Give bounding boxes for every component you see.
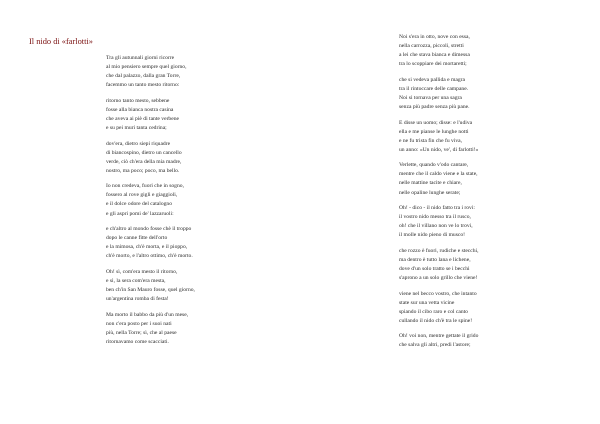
poem-title: Il nido di «farlotti» [29,37,93,46]
stanza [106,182,286,218]
verse-line: Noi si tornava per una sagra [399,94,462,101]
verse-line: Oh! voi non, mentre gettate il grido [399,333,479,340]
verse-line: al mio pensiero sempre quel giorno, [106,64,187,71]
verse-line: e ne fu trista fin che fu viva, [399,137,463,144]
verse-line: e gli aspri pomi de' lazzaruoli: [106,210,174,217]
verse-line: ella e me pianse le lunghe notti [399,128,469,135]
verse-line: oh! che il villano non ve lo trovi, [399,223,473,230]
stanza [399,119,589,155]
right-page [300,0,600,424]
verse-line: viene nel becco vostro, che intanto [399,290,477,297]
verse-line: fossero al rove gigli e giaggioli, [106,192,178,199]
verse-line: Io non credeva, fuori che in sogno, [106,183,184,190]
verse-line: verde, ciò ch'era della mia madre, [106,158,182,165]
verse-line: il vostro nido messo tra il rusco, [399,214,471,221]
verse-line: senza più padre senza più pane. [399,104,470,111]
stanza [106,268,286,304]
verse-line: s'aprono a un solo grillo che viene! [399,275,478,282]
verse-line: che si vedeva pallida e magra [399,76,466,83]
verse-line: che rozzo è fuori, rudiche e stecchi, [399,247,479,254]
poem-text-left-column [106,54,286,353]
verse-line: un'argentina romba di festa! [106,296,169,303]
stanza [399,290,589,326]
verse-line: spiando il cibo raro e col canto [399,308,468,315]
poem-text-right-column [399,33,589,357]
verse-line: ritorno tanto mesto, sebbene [106,97,170,104]
verse-line: Verlette, quando v'odo cantare, [399,162,469,169]
stanza [399,33,589,69]
verse-line: ch'è morto, e l'altro ottimo, ch'è morto. [106,253,193,260]
stanza [399,161,589,197]
verse-line: dopo le canne fitte dell'orto [106,235,168,242]
verse-line: e sì, la sera com'era mesta, [106,277,166,284]
stanza [106,54,286,90]
stanza [399,332,589,350]
verse-line: che dal palazzo, dalla gran Torre, [106,73,181,80]
verse-line: Tra gli autunnali giorni ricorre [106,55,175,61]
verse-line: non c'era posto per i suoi nati [106,320,172,327]
verse-line: cullando il nido ch'è tra le spine! [399,317,473,324]
verse-line: nelle mattine tacite e chiare, [399,180,462,187]
verse-line: tra lo scoppiare dei mortaretti; [399,61,467,68]
verse-line: E disse un uomo; disse: e l'udiva [399,119,473,126]
verse-line: e su pei muri tanta cedrina; [106,125,167,132]
verse-line: il molle nido pieno di musco! [399,232,466,239]
stanza [399,76,589,112]
verse-line: Oh! - dico - il nido fatto tra i rovi: [399,205,475,212]
verse-line: dove d'un solo tratto se i becchi [399,266,470,273]
stanza [106,140,286,176]
verse-line: di biancospino, dietro un cancello [106,149,182,156]
verse-line: facemmo un tanto mesto ritorno: [106,82,180,89]
verse-line: nella carrozza, piccoli, stretti [399,43,464,50]
verse-line: ritornavamo come scacciati. [106,338,169,345]
verse-line: a lei che stava bianca e dimessa [399,52,470,59]
verse-line: state sur una vetta vicine [399,299,455,306]
verse-line: nelle opaline lunghe serate; [399,189,461,196]
verse-line: nostro, ma poco; poco, ma bello. [106,167,180,174]
verse-line: Oh! sì, com'era mesto il ritorno, [106,268,178,275]
verse-line: mentre che il caldo viene e la state, [399,171,478,178]
stanza [399,247,589,283]
stanza [399,204,589,240]
verse-line: Ma morto il babbo da più d'un mese, [106,311,189,318]
verse-line: e la mimosa, ch'è morta, e il pioppo, [106,244,188,251]
verse-line: e il dolce odore del catalogno [106,201,173,208]
verse-line: Noi s'era in otto, nove con essa, [399,34,470,40]
verse-line: dov'era, dietro siepi riquadre [106,140,171,147]
verse-line: tra il rintoccare delle campane. [399,85,469,92]
stanza [106,311,286,347]
stanza [106,225,286,261]
verse-line: ben ch'in San Mauro fosse, quel giorno, [106,287,195,294]
verse-line: che aveva ai piè di tante verbene [106,115,179,122]
verse-line: e ch'altro al mondo fosse chè il troppo [106,226,192,233]
verse-line: ma dentro è tutto lana e lichene, [399,256,471,263]
verse-line: fosse alla bianca nostra casina [106,106,174,113]
verse-line: più, nella Torre; sì, che al paese [106,329,177,336]
verse-line: un anno: «Un nido, ve', di farlotti!» [399,146,479,153]
verse-line: che salva gli altri, predi l'astore; [399,342,471,349]
stanza [106,97,286,133]
